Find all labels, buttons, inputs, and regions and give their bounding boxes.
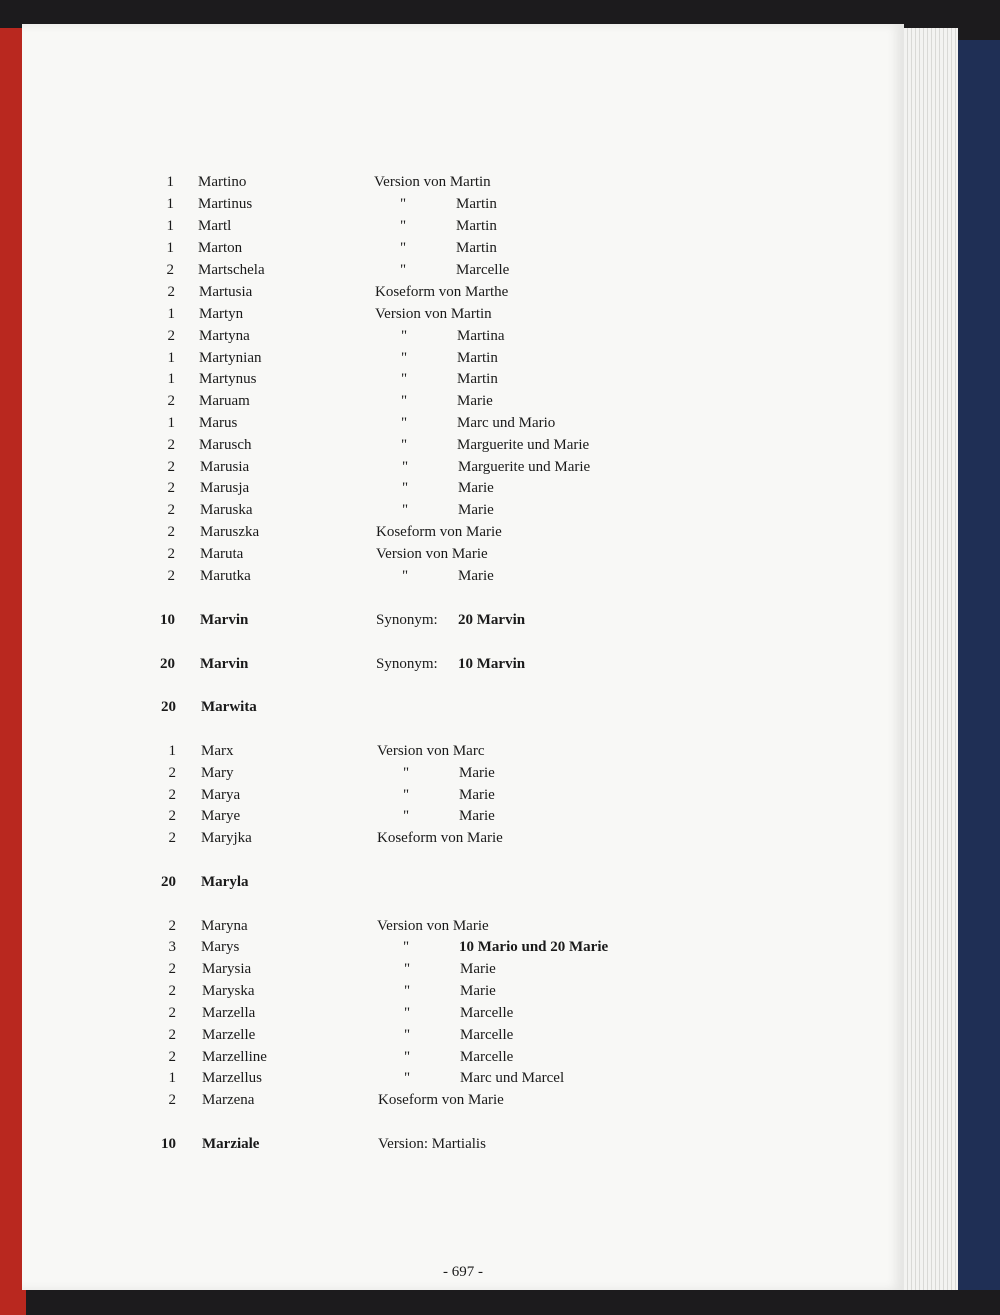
table-row [22,306,904,326]
table-row [22,568,904,588]
row-name: Marwita [201,699,257,715]
row-description: Version von Martin [374,174,491,190]
table-row [22,262,904,282]
row-name: Marzella [202,1005,256,1021]
row-name: Marvin [200,612,249,628]
row-name: Martusia [199,284,253,300]
row-name: Maryjka [201,830,252,846]
table-row [22,656,904,676]
row-number: 1 [167,415,175,431]
row-target: Martin [456,196,497,212]
row-name: Marzelle [202,1027,256,1043]
row-number: 2 [168,1049,176,1065]
row-number: 2 [168,1005,176,1021]
row-target: Marc und Marcel [460,1070,565,1086]
row-number: 2 [168,765,176,781]
row-target: Marcelle [460,1027,514,1043]
table-row [22,787,904,807]
row-target: Martin [457,371,498,387]
ditto-mark: " [400,218,407,234]
row-description: Synonym: [376,612,438,628]
row-name: Marusja [200,480,250,496]
row-name: Martinus [198,196,253,212]
row-number: 10 [161,1136,176,1152]
row-number: 2 [168,830,176,846]
row-target: Marcelle [460,1049,514,1065]
row-number: 2 [167,502,175,518]
row-number: 3 [168,939,176,955]
table-row [22,1136,904,1156]
row-number: 1 [168,743,176,759]
row-name: Marysia [202,961,252,977]
table-row [22,284,904,304]
ditto-mark: " [404,1049,411,1065]
row-target: Marie [459,765,495,781]
table-row [22,371,904,391]
table-row [22,328,904,348]
table-row [22,1049,904,1069]
row-number: 2 [168,1092,176,1108]
row-target: Marie [458,502,494,518]
row-number: 2 [167,546,175,562]
ditto-mark: " [404,1005,411,1021]
row-name: Martyna [199,328,250,344]
row-number: 1 [167,306,175,322]
row-number: 2 [166,262,174,278]
row-name: Maryla [201,874,249,890]
row-number: 1 [167,350,175,366]
row-name: Maryna [201,918,248,934]
book-page [22,24,904,1290]
table-row [22,612,904,632]
ditto-mark: " [404,961,411,977]
row-name: Martino [198,174,247,190]
row-name: Marzelline [202,1049,267,1065]
row-number: 2 [168,787,176,803]
row-target: Martin [456,218,497,234]
row-target: Marie [458,568,494,584]
row-name: Martyn [199,306,244,322]
table-row [22,437,904,457]
ditto-mark: " [401,350,408,366]
ditto-mark: " [402,459,409,475]
row-name: Maryska [202,983,255,999]
ditto-mark: " [404,983,411,999]
table-row [22,459,904,479]
row-number: 1 [167,371,175,387]
row-name: Maruska [200,502,253,518]
row-number: 1 [166,218,174,234]
table-row [22,393,904,413]
table-row [22,939,904,959]
table-row [22,918,904,938]
row-number: 2 [167,524,175,540]
row-name: Maruta [200,546,244,562]
row-target: Martin [457,350,498,366]
row-target: Marie [460,961,496,977]
row-number: 2 [168,808,176,824]
row-name: Maruszka [200,524,260,540]
table-row [22,1005,904,1025]
ditto-mark: " [400,196,407,212]
row-description: Version von Martin [375,306,492,322]
row-target: Marie [459,787,495,803]
table-row [22,174,904,194]
row-number: 20 [161,699,176,715]
row-name: Marzena [202,1092,255,1108]
row-description: Koseform von Marie [376,524,502,540]
row-name: Marziale [202,1136,260,1152]
row-description: Version von Marie [376,546,488,562]
row-name: Marye [201,808,241,824]
row-target: Martina [457,328,505,344]
row-target: Marcelle [456,262,510,278]
row-description: Koseform von Marie [377,830,503,846]
row-name: Martynian [199,350,262,366]
row-number: 2 [167,568,175,584]
ditto-mark: " [402,568,409,584]
row-number: 2 [168,983,176,999]
ditto-mark: " [400,262,407,278]
row-description: Synonym: [376,656,438,672]
ditto-mark: " [402,480,409,496]
row-number: 2 [167,284,175,300]
ditto-mark: " [404,1070,411,1086]
ditto-mark: " [403,787,410,803]
row-number: 2 [167,459,175,475]
table-row [22,1092,904,1112]
row-target: Marcelle [460,1005,514,1021]
row-name: Marus [199,415,238,431]
row-number: 2 [168,918,176,934]
row-name: Martschela [198,262,265,278]
row-target: 10 Marvin [458,656,526,672]
table-row [22,240,904,260]
row-description: Koseform von Marthe [375,284,509,300]
table-row [22,699,904,719]
ditto-mark: " [403,939,410,955]
row-description: Version: Martialis [378,1136,486,1152]
row-number: 2 [167,393,175,409]
table-row [22,524,904,544]
row-number: 1 [168,1070,176,1086]
row-name: Marutka [200,568,251,584]
row-number: 10 [160,612,175,628]
page-number: - 697 - [443,1264,483,1280]
row-description: Version von Marie [377,918,489,934]
row-name: Maruam [199,393,250,409]
row-target: Marguerite und Marie [457,437,590,453]
ditto-mark: " [401,415,408,431]
table-row [22,1027,904,1047]
table-row [22,765,904,785]
row-number: 1 [166,240,174,256]
row-number: 2 [167,437,175,453]
row-number: 1 [166,196,174,212]
ditto-mark: " [401,393,408,409]
row-name: Marusch [199,437,252,453]
table-row [22,196,904,216]
table-row [22,415,904,435]
table-row [22,874,904,894]
ditto-mark: " [402,502,409,518]
row-name: Martynus [199,371,257,387]
row-name: Marzellus [202,1070,262,1086]
table-row [22,218,904,238]
table-row [22,808,904,828]
row-name: Mary [201,765,234,781]
row-description: Version von Marc [377,743,485,759]
row-name: Marx [201,743,234,759]
row-target: 20 Marvin [458,612,526,628]
row-target: Marc und Mario [457,415,556,431]
ditto-mark: " [401,371,408,387]
row-number: 20 [161,874,176,890]
ditto-mark: " [404,1027,411,1043]
row-number: 2 [168,961,176,977]
row-name: Marvin [200,656,249,672]
row-name: Marys [201,939,240,955]
row-target: Marie [459,808,495,824]
table-row [22,480,904,500]
row-number: 2 [168,1027,176,1043]
table-row [22,743,904,763]
row-name: Marton [198,240,243,256]
ditto-mark: " [403,765,410,781]
ditto-mark: " [403,808,410,824]
row-name: Marusia [200,459,250,475]
row-number: 2 [167,328,175,344]
table-row [22,350,904,370]
row-target: Marie [458,480,494,496]
table-row [22,961,904,981]
ditto-mark: " [401,437,408,453]
row-target: Marie [460,983,496,999]
row-name: Martl [198,218,232,234]
ditto-mark: " [401,328,408,344]
ditto-mark: " [400,240,407,256]
table-row [22,983,904,1003]
row-number: 20 [160,656,175,672]
table-row [22,830,904,850]
row-number: 2 [167,480,175,496]
row-target: Martin [456,240,497,256]
table-row [22,1070,904,1090]
table-row [22,546,904,566]
row-target: Marguerite und Marie [458,459,591,475]
row-number: 1 [166,174,174,190]
row-target: Marie [457,393,493,409]
row-description: Koseform von Marie [378,1092,504,1108]
row-name: Marya [201,787,241,803]
table-row [22,502,904,522]
row-target: 10 Mario und 20 Marie [459,939,609,955]
